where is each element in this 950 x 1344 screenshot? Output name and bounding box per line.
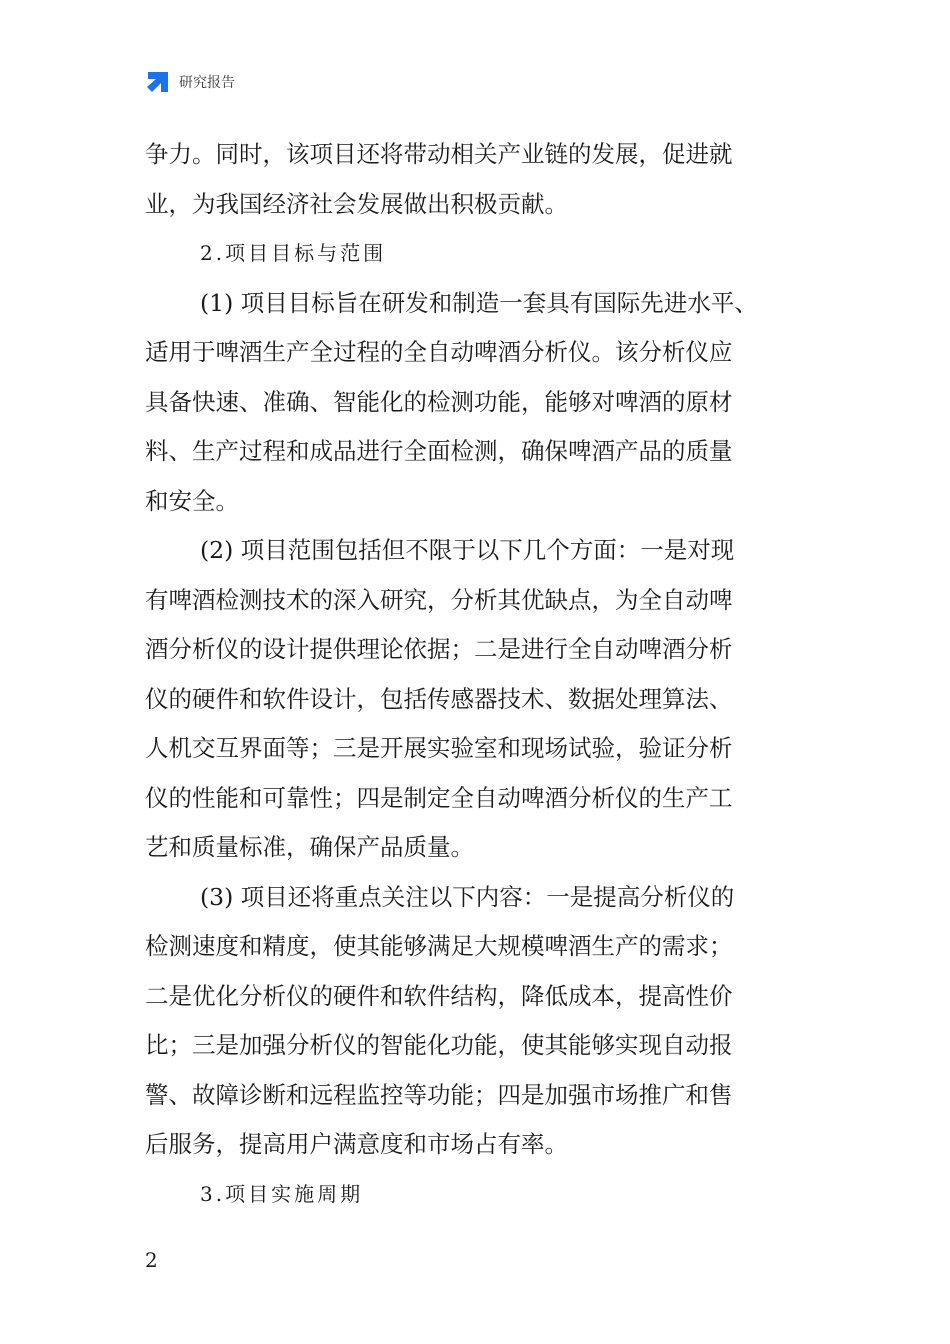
paragraph-line: 二是优化分析仪的硬件和软件结构，降低成本，提高性价 bbox=[145, 981, 733, 1010]
paragraph-line: 酒分析仪的设计提供理论依据；二是进行全自动啤酒分析 bbox=[145, 635, 733, 663]
paragraph-line: 艺和质量标准，确保产品质量。 bbox=[145, 833, 474, 861]
paragraph-line: 警、故障诊断和远程监控等功能；四是加强市场推广和售 bbox=[145, 1080, 733, 1109]
paragraph-line: 比；三是加强分析仪的智能化功能，使其能够实现自动报 bbox=[145, 1031, 733, 1059]
page-number: 2 bbox=[145, 1248, 158, 1272]
paragraph-line: (3) 项目还将重点关注以下内容：一是提高分析仪的 bbox=[200, 882, 735, 911]
document-body bbox=[145, 130, 810, 1219]
paragraph-line: 和安全。 bbox=[145, 486, 239, 515]
paragraph-line: 争力。同时，该项目还将带动相关产业链的发展，促进就 bbox=[145, 140, 733, 168]
paragraph-line: 有啤酒检测技术的深入研究，分析其优缺点，为全自动啤 bbox=[145, 585, 733, 614]
section-heading: 3.项目实施周期 bbox=[200, 1181, 364, 1206]
paragraph-line: 人机交互界面等；三是开展实验室和现场试验，验证分析 bbox=[145, 734, 733, 762]
paragraph-line: (2) 项目范围包括但不限于以下几个方面：一是对现 bbox=[200, 536, 735, 564]
paragraph-line: 料、生产过程和成品进行全面检测，确保啤酒产品的质量 bbox=[145, 437, 733, 465]
paragraph-line: 检测速度和精度，使其能够满足大规模啤酒生产的需求； bbox=[145, 932, 733, 960]
paragraph-line: 业，为我国经济社会发展做出积极贡献。 bbox=[145, 189, 568, 218]
paragraph-line: (1) 项目目标旨在研发和制造一套具有国际先进水平、 bbox=[200, 288, 758, 317]
paragraph-line: 仪的性能和可靠性；四是制定全自动啤酒分析仪的生产工 bbox=[145, 783, 733, 812]
paragraph-line: 具备快速、准确、智能化的检测功能，能够对啤酒的原材 bbox=[145, 387, 733, 416]
paragraph-line: 适用于啤酒生产全过程的全自动啤酒分析仪。该分析仪应 bbox=[145, 338, 733, 366]
arrow-up-right-logo-icon bbox=[145, 69, 171, 95]
paragraph-line: 后服务，提高用户满意度和市场占有率。 bbox=[145, 1130, 568, 1158]
paragraph-line: 仪的硬件和软件设计，包括传感器技术、数据处理算法、 bbox=[145, 684, 733, 713]
report-header bbox=[145, 68, 235, 96]
header-title: 研究报告 bbox=[179, 75, 235, 91]
section-heading: 2.项目目标与范围 bbox=[200, 241, 387, 265]
